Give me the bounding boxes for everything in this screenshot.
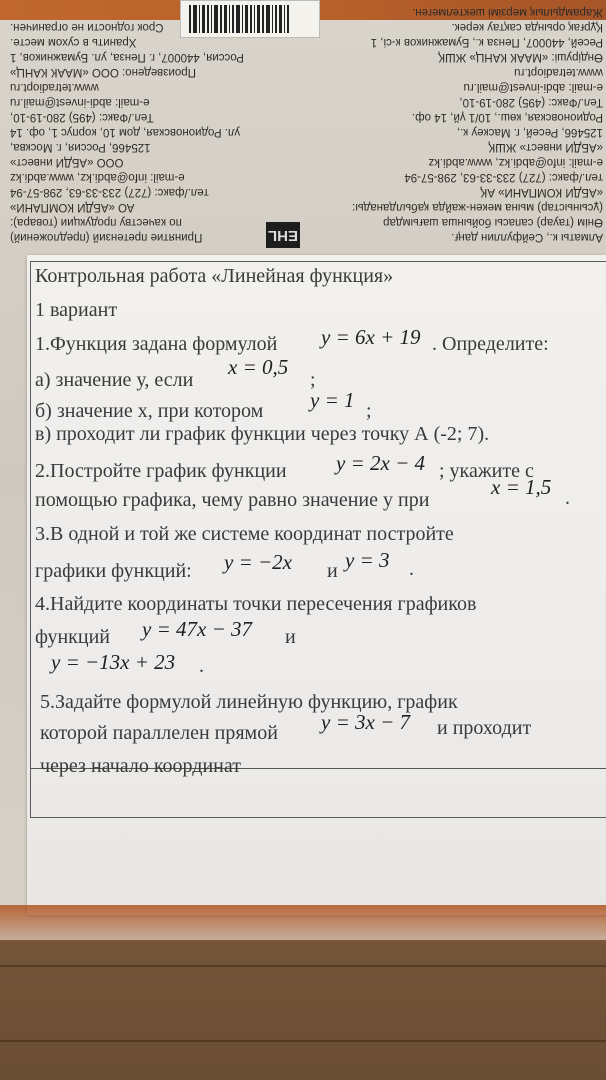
task2-text: 2.Постройте график функции (35, 460, 287, 482)
task4-formula2: y = −13x + 23 (51, 650, 176, 674)
cover-line: АО «АБДИ КОМПАНИ» (10, 201, 135, 213)
cover-line: Өндіруші: «МААК КАНЦ» ЖШҚ (438, 51, 603, 63)
task1-text: 1.Функция задана формулой (35, 333, 278, 355)
task2-formula: y = 2x − 4 (336, 451, 425, 475)
notebook-shadow (0, 905, 606, 945)
task1a-tail: ; (310, 369, 316, 391)
cover-line: тел./факс: (727) 233-33-63, 298-57-94 (10, 186, 209, 198)
task5-formula: y = 3x − 7 (321, 710, 410, 734)
cover-line: Россия, 440007, г. Пенза, ул. Бумажников, 1 (10, 51, 244, 63)
cover-line: ул. Родионовская, дом 10, корпус 1, оф. 14 (10, 126, 241, 138)
cover-line: «АБДИ КОМПАНИ» АҚ (480, 186, 603, 198)
task3-and: и (327, 560, 338, 582)
cover-line: e-mail: info@abdi.kz, www.abdi.kz (428, 156, 603, 168)
variant-label: 1 вариант (35, 299, 118, 321)
task3-formula1: y = −2x (224, 550, 292, 574)
cover-line: Тел./Факс: (495) 280-19-10, (10, 111, 154, 123)
cover-line: www.tetradiopt.ru (10, 81, 99, 93)
task2-formula2: x = 1,5 (491, 475, 552, 499)
task1b-text: б) значение х, при котором (35, 400, 264, 422)
cover-line: ООО «АБДИ инвест» (10, 156, 124, 168)
cover-line: Принятие претензий (предложений) (10, 231, 203, 243)
cover-line: Алматы к., Сейфуллин даңғ. (451, 231, 603, 243)
task4-line1: 4.Найдите координаты точки пересечения графиков (35, 593, 477, 615)
task4-text: функций (35, 626, 110, 648)
task5-text: которой параллелен прямой (40, 722, 278, 744)
cover-line: e-mail: abdi-invest@mail.ru (463, 81, 603, 93)
cover-line: 125466, Россия, г. Москва, (10, 141, 151, 153)
table-seam (0, 1040, 606, 1042)
cover-line: Произведено: ООО «МААК КАНЦ» (10, 66, 196, 78)
task4-and: и (285, 626, 296, 648)
eac-mark: EHL (266, 222, 300, 248)
cover-line: e-mail: info@abdi.kz, www.abdi.kz (10, 171, 185, 183)
cover-line: Срок годности не ограничен. (10, 21, 164, 33)
task2-tail2: . (565, 487, 570, 509)
worksheet-title: Контрольная работа «Линейная функция» (35, 265, 394, 287)
cover-line: Тел./Факс: (495) 280-19-10, (459, 96, 603, 108)
cover-line: e-mail: abdi-invest@mail.ru (10, 96, 150, 108)
task1-formula: y = 6x + 19 (321, 325, 421, 349)
cover-text-russian (10, 21, 300, 244)
task4-tail: . (199, 655, 204, 677)
cover-line: тел./факс: (727) 233-33-63, 298-57-94 (404, 171, 603, 183)
table-seam (0, 965, 606, 967)
cover-line: Родионовская, көш., 10/1 үй, 14 оф. (411, 111, 603, 123)
cover-line: Хранить в сухом месте. (10, 36, 137, 48)
task1b-formula: y = 1 (310, 388, 355, 412)
cover-text-kazakh (318, 6, 603, 244)
cover-line: «АБДИ инвест» ЖШҚ (488, 141, 603, 153)
task1b-tail: ; (366, 400, 372, 422)
task1a-formula: x = 0,5 (228, 355, 289, 379)
task5-tail: и проходит (437, 717, 532, 739)
cover-line: Құрғақ орында сақтау керек. (451, 21, 603, 33)
task4-formula1: y = 47x − 37 (142, 617, 252, 641)
task5-line3: через начало координат (40, 755, 241, 777)
cover-line: Өнім (тауар) сапасы бойынша шағымдар (383, 216, 603, 228)
task1c-text: в) проходит ли график функции через точку А (-2; 7). (35, 423, 490, 445)
cover-line: (ұсыныстар) мына мекен-жайда қабылданады: (352, 201, 603, 213)
task2-tail: ; укажите с (439, 460, 534, 482)
task3-tail: . (409, 558, 414, 580)
task1-tail: . Определите: (432, 333, 549, 355)
cover-line: Жарамдылық мерзімі шектелмеген. (412, 6, 603, 18)
task5-line1: 5.Задайте формулой линейную функцию, график (40, 691, 458, 713)
cover-line: по качеству продукции (товара): (10, 216, 182, 228)
worksheet (27, 255, 606, 915)
task2-line2: помощью графика, чему равно значение у при (35, 489, 430, 511)
task3-line1: 3.В одной и той же системе координат постройте (35, 523, 454, 545)
task3-text: графики функций: (35, 560, 192, 582)
task3-formula2: y = 3 (345, 548, 390, 572)
cover-line: 125466, Ресей, г. Маскеу к., (456, 126, 603, 138)
task1a-text: а) значение у, если (35, 369, 194, 391)
cover-line: www.tetradiopt.ru (514, 66, 603, 78)
cover-line: Ресей, 440007, Пенза к., Бумажников к-сі, 1 (370, 36, 603, 48)
